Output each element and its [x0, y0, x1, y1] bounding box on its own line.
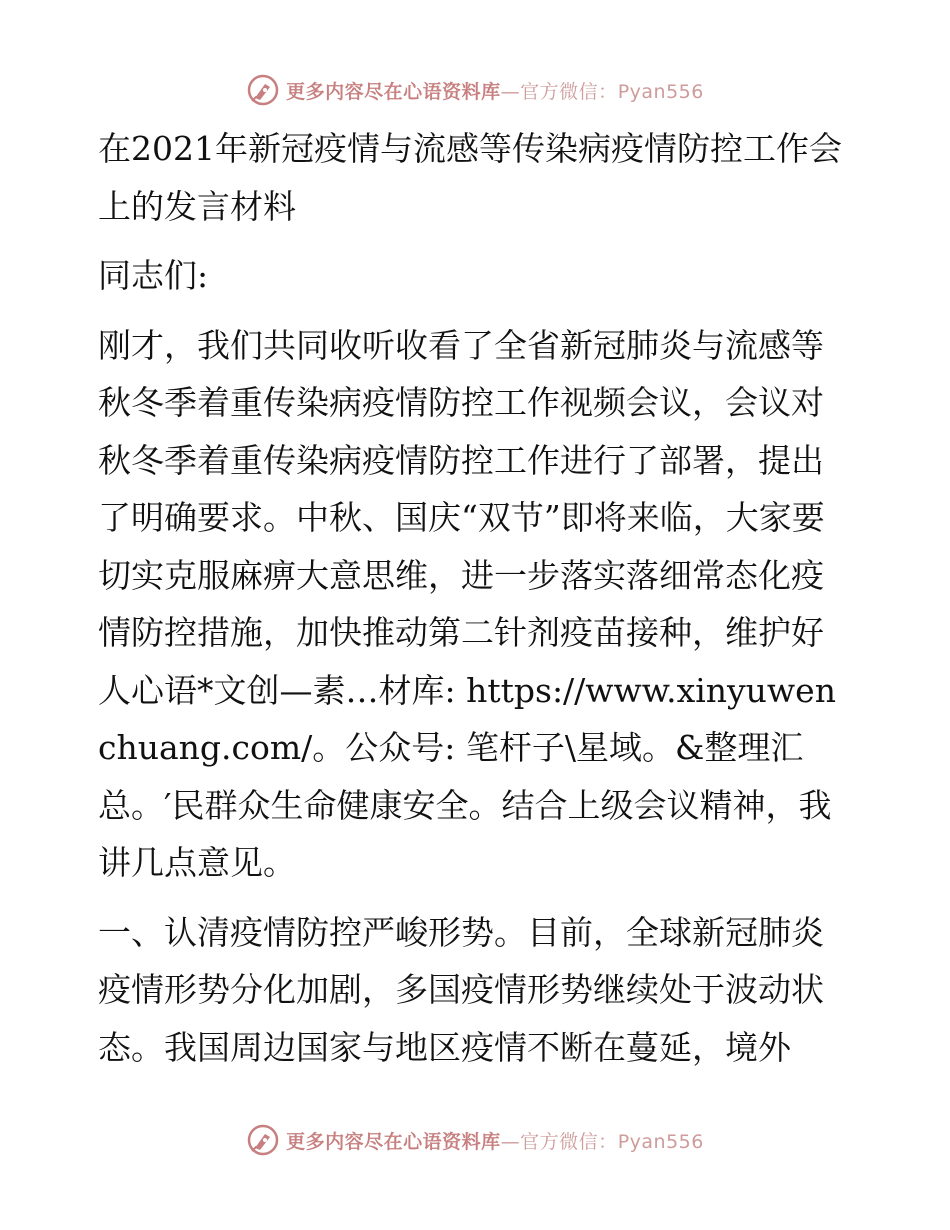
paragraph-1: 刚才，我们共同收听收看了全省新冠肺炎与流感等秋冬季着重传染病疫情防控工作视频会议，会议对秋冬季着重传染病疫情防控工作进行了部署，提出了明确要求。中秋、国庆“双节”即将来临，大家要切实克服麻痹大意思维，进一步落实落细常态化疫情防控措施，加快推动第二针剂疫苗接种，维护好人心语*文创—素…材库: https://www.xinyuwenchuang.com/。公众号: 笔杆子\星域。&整理汇总。′民群众生命健康安全。结合上级会议精神，我讲几点意见。: [98, 325, 836, 882]
header-banner: [0, 70, 950, 110]
pen-nib-logo-icon: [246, 1123, 280, 1157]
document-title: 在2021年新冠疫情与流感等传染病疫情防控工作会上的发言材料: [98, 129, 842, 226]
pen-nib-logo-icon: [246, 73, 280, 107]
banner-text: 更多内容尽在心语资料库—官方微信：Pyan556: [286, 80, 704, 103]
banner-text: 更多内容尽在心语资料库—官方微信：Pyan556: [286, 1130, 704, 1153]
footer-banner: [0, 1120, 950, 1160]
salutation: 同志们:: [98, 256, 209, 295]
paragraph-2: 一、认清疫情防控严峻形势。目前，全球新冠肺炎疫情形势分化加剧，多国疫情形势继续处于波动状态。我国周边国家与地区疫情不断在蔓延，境外: [98, 912, 824, 1067]
document-body: [98, 120, 850, 1076]
